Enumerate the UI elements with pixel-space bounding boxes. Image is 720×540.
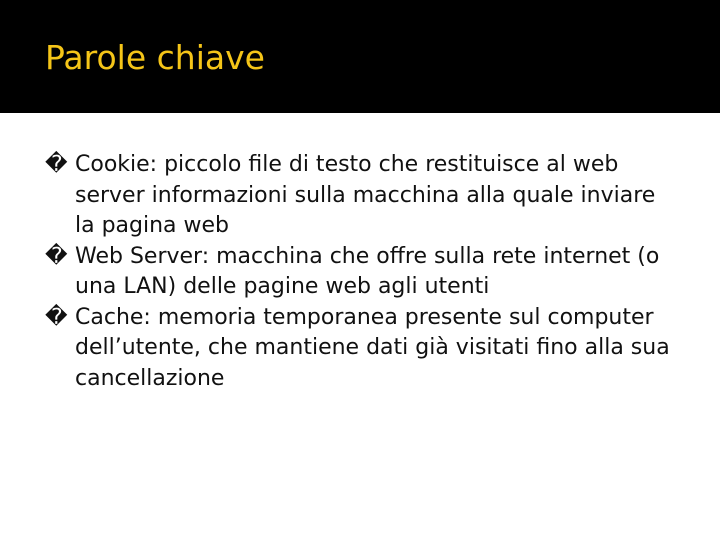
title-bar [0,0,720,113]
slide-title: Parole chiave [45,38,265,77]
bullet-list [45,150,670,394]
bullet-marker-icon: � [45,304,68,330]
bullet-item-cache [45,303,670,395]
bullet-text-cookie: Cookie: piccolo file di testo che restituisce al web server informazioni sulla macchina alla quale inviare la pagina web [75,152,656,238]
bullet-marker-icon: � [45,243,68,269]
bullet-marker-icon: � [45,152,68,177]
bullet-item-cookie [45,150,670,242]
bullet-text-cache: Cache: memoria temporanea presente sul computer dell’utente, che mantiene dati già visitati fino alla sua cancellazione [75,304,670,391]
bullet-item-web-server [45,242,670,303]
bullet-text-web-server: Web Server: macchina che offre sulla rete internet (o una LAN) delle pagine web agli utenti [75,243,660,299]
